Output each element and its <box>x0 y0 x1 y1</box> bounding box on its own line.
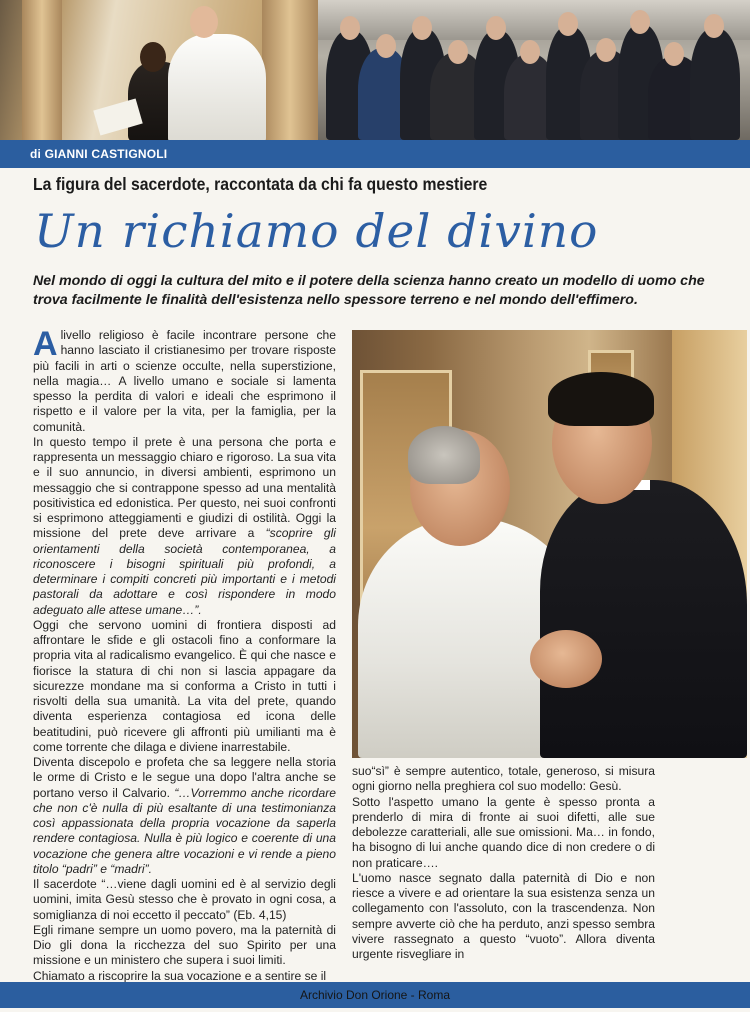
article-lead: Nel mondo di oggi la cultura del mito e il potere della scienza hanno creato un modello di uomo che trova facilmente le finalità dell'esistenza nello spessore terreno e nel mondo dell'effimero. <box>33 273 705 308</box>
paragraph: Diventa discepolo e profeta che sa leggere nella storia le orme di Cristo e le segue una dopo l'altra anche se portano verso il Calvario. “…Vorremmo anche ricordare che non c'è nulla di più esaltante di una testimonianza così appassionata della propria vocazione da saperla rendere contagiosa. Nulla è più logico e coerente di una vocazione che genera altre vocazioni e vi rende a pieno titolo “padri” e “madri”. <box>33 755 336 876</box>
paragraph: In questo tempo il prete è una persona che porta e rappresenta un messaggio chiaro e rigoroso. La sua vita e il suo annuncio, in diversi ambienti, esprimono un messaggio che si contrappone spesso ad una mentalità positivistica ed edonistica. Per questo, nei suoi confronti si esprimono atteggiamenti e giudizi di ostilità. Oggi la missione del prete deve arrivare a “scoprire gli orientamenti della società contemporanea, a riconoscere i bisogni spirituali più profondi, a determinare i compiti concreti più importanti e i metodi pastorali da adottare e così rispondere in modo adeguato alle attese umane…”. <box>33 434 336 617</box>
drop-cap: A <box>33 325 58 363</box>
paragraph: suo“sì” è sempre autentico, totale, generoso, si misura ogni giorno nella preghiera col suo modello: Gesù. <box>352 764 655 794</box>
article-subtitle: La figura del sacerdote, raccontata da chi fa questo mestiere <box>33 174 488 194</box>
paragraph: L'uomo nasce segnato dalla paternità di Dio e non riesce a vivere e ad orientare la sua esistenza senza un collegamento con l'assoluto, con la trascendenza. Non sempre avverte ciò che ha perduto, anzi spesso sembra vivere rassegnato a questo “vuoto”. Allora diventa urgente risvegliare in <box>352 870 655 961</box>
quote: “scoprire gli orientamenti della società contemporanea, a riconoscere i bisogni spirituali più profondi, a determinare i compiti concreti più importanti e i metodi pastorali da adottare e così rispondere in modo adeguato alle attese umane…”. <box>33 526 336 617</box>
paragraph: Chiamato a riscoprire la sua vocazione e a sentire se il <box>33 968 327 983</box>
photo-priests-embrace <box>352 330 747 758</box>
photo-priests-reading <box>0 0 318 140</box>
paragraph: Oggi che servono uomini di frontiera disposti ad affrontare le sfide e gli ostacoli fino a conformare la propria vita al radicalismo evangelico. È qui che nasce e fiorisce la statura di chi non si lascia appagare da sicurezze mondane ma si conforma a Cristo in tutti i risvolti della sua umanità. La vita del prete, quando diventa esperienza contagiosa ed icona delle beatitudini, può ricevere gli affronti più umilianti ma è come torrente che dilaga e diviene inarrestabile. <box>33 617 336 754</box>
archive-credit: Archivio Don Orione - Roma <box>299 988 451 1002</box>
byline-bar <box>0 140 750 168</box>
photo-group-priests <box>318 0 750 140</box>
article-column-left <box>33 325 336 984</box>
article-title: Un richiamo del divino <box>34 204 599 258</box>
paragraph: Alivello religioso è facile incontrare persone che hanno lasciato il cristianesimo per trovare risposte più facili in arti o scienze occulte, nella superstizione, nella magia… A livello umano e sociale si lamenta spesso la perdita di valori e ideali che esprimono il rispetto e il valore per la vita, per la famiglia, per la comunità. <box>33 325 336 434</box>
footer-bar <box>0 982 750 1008</box>
paragraph: Sotto l'aspetto umano la gente è spesso pronta a prenderlo di mira di fronte ai suoi difetti, alle sue debolezze caratteriali, alle sue omissioni. Ma… in fondo, ha bisogno di lui anche quando dice di non credere o di non praticare…. <box>352 794 655 870</box>
author-byline: di GIANNI CASTIGNOLI <box>30 147 168 161</box>
paragraph: Il sacerdote “…viene dagli uomini ed è al servizio degli uomini, imita Gesù stesso che è provato in ogni cosa, a somiglianza di noi eccetto il peccato” (Eb. 4,15) <box>33 877 336 922</box>
paragraph: Egli rimane sempre un uomo povero, ma la paternità di Dio gli dona la ricchezza del suo Spirito per una missione e un ministero che supera i suoi limiti. <box>33 922 336 968</box>
article-column-right <box>352 764 655 962</box>
quote: “…Vorremmo anche ricordare che non c'è nulla di più esaltante di una testimonianza così appassionata della propria vocazione da saperla rendere contagiosa. Nulla è più logico e coerente di una vocazione che genera altre vocazioni e vi rende a pieno titolo “padri” e “madri”. <box>33 785 336 876</box>
